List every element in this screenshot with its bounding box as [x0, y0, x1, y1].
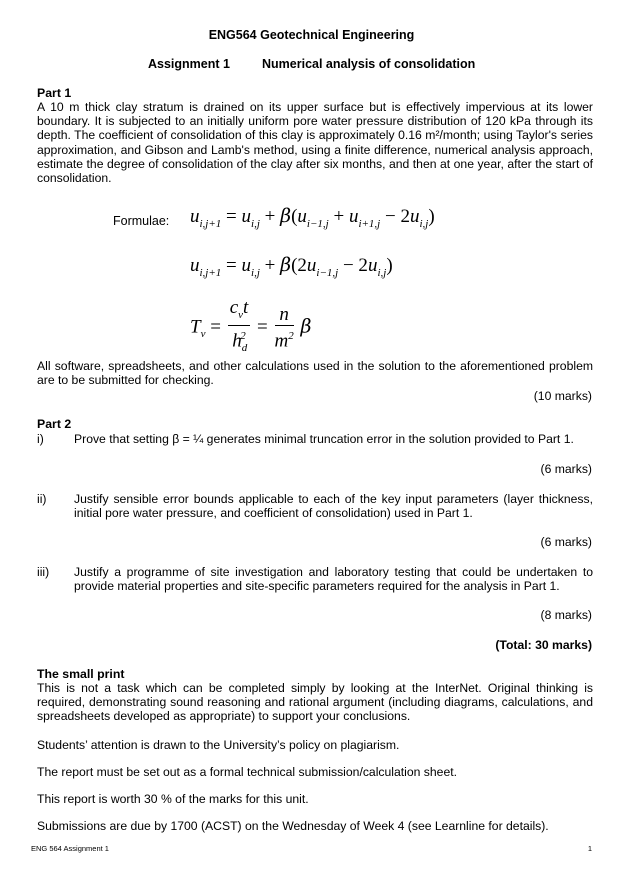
small-print-text: This is not a task which can be completed simply by looking at the InterNet. Original thinking is required, demonstrating sound reasoning and rational argument (including diagrams, calculations, and spreadsheets developed as appropriate) to support your conclusions. — [37, 681, 593, 724]
item-number: i) — [37, 432, 44, 446]
assignment-number: Assignment 1 — [148, 57, 230, 71]
item-number: iii) — [37, 565, 50, 579]
item-text: Justify a programme of site investigation and laboratory testing that could be undertaken to provide material properties and site-specific parameters required for the analysis in Part 1. — [74, 565, 593, 594]
item-text: Justify sensible error bounds applicable to each of the key input parameters (layer thickness, initial pore water pressure, and coefficient of consolidation) used in Part 1. — [74, 492, 593, 521]
item-text: Prove that setting β = ¼ generates minimal truncation error in the solution provided to Part 1. — [74, 432, 574, 446]
format-notice: The report must be set out as a formal technical submission/calculation sheet. — [37, 765, 457, 779]
equation-2: $u_{i,j+1} = u_{i,j} + \beta(2u_{i-1,j} - 2u_{i,j})$ — [190, 254, 393, 279]
formulae-label: Formulae: — [113, 214, 170, 228]
small-print-heading: The small print — [37, 667, 125, 681]
part1-section — [37, 86, 593, 185]
part1-text: A 10 m thick clay stratum is drained on its upper surface but is effectively impervious at its lower boundary. It is subjected to an initially uniform pore water pressure distribution of 120 kPa through its depth. The coefficient of consolidation of this clay is approximately 0.16 m²/month; using Taylor's series approximation, and Gibson and Lamb's method, using a finite difference, numerical analysis approach, estimate the degree of consolidation of the clay after six months, and then at one year, after the start of consolidation. — [37, 100, 593, 186]
document-title: ENG564 Geotechnical Engineering — [208, 28, 415, 42]
part1-heading: Part 1 — [37, 86, 72, 100]
part1-submission-text: All software, spreadsheets, and other calculations used in the solution to the aforementioned problem are to be submitted for checking. — [37, 359, 593, 388]
page-number: 1 — [587, 844, 592, 853]
due-notice: Submissions are due by 1700 (ACST) on the Wednesday of Week 4 (see Learnline for details). — [37, 819, 549, 833]
part2-item-iii-marks: (8 marks) — [540, 608, 592, 622]
small-print-section — [37, 667, 593, 724]
item-number: ii) — [37, 492, 47, 506]
part2-heading: Part 2 — [37, 417, 72, 431]
total-marks: (Total: 30 marks) — [495, 638, 592, 652]
assignment-topic: Numerical analysis of consolidation — [262, 57, 476, 71]
part2-item-i-marks: (6 marks) — [540, 462, 592, 476]
equation-1: $u_{i,j+1} = u_{i,j} + \beta(u_{i-1,j} + u_{i+1,j} - 2u_{i,j})$ — [190, 205, 435, 230]
worth-notice: This report is worth 30 % of the marks for this unit. — [37, 792, 309, 806]
equation-3: $T_v$ = $\frac{c_vt}{h_d^2}$ = $\frac{n}{m^2}$ β — [190, 297, 312, 354]
part2-item-ii-marks: (6 marks) — [540, 535, 592, 549]
plagiarism-notice: Students’ attention is drawn to the University’s policy on plagiarism. — [37, 738, 400, 752]
footer-label: ENG 564 Assignment 1 — [31, 844, 109, 853]
part1-marks: (10 marks) — [533, 389, 592, 403]
